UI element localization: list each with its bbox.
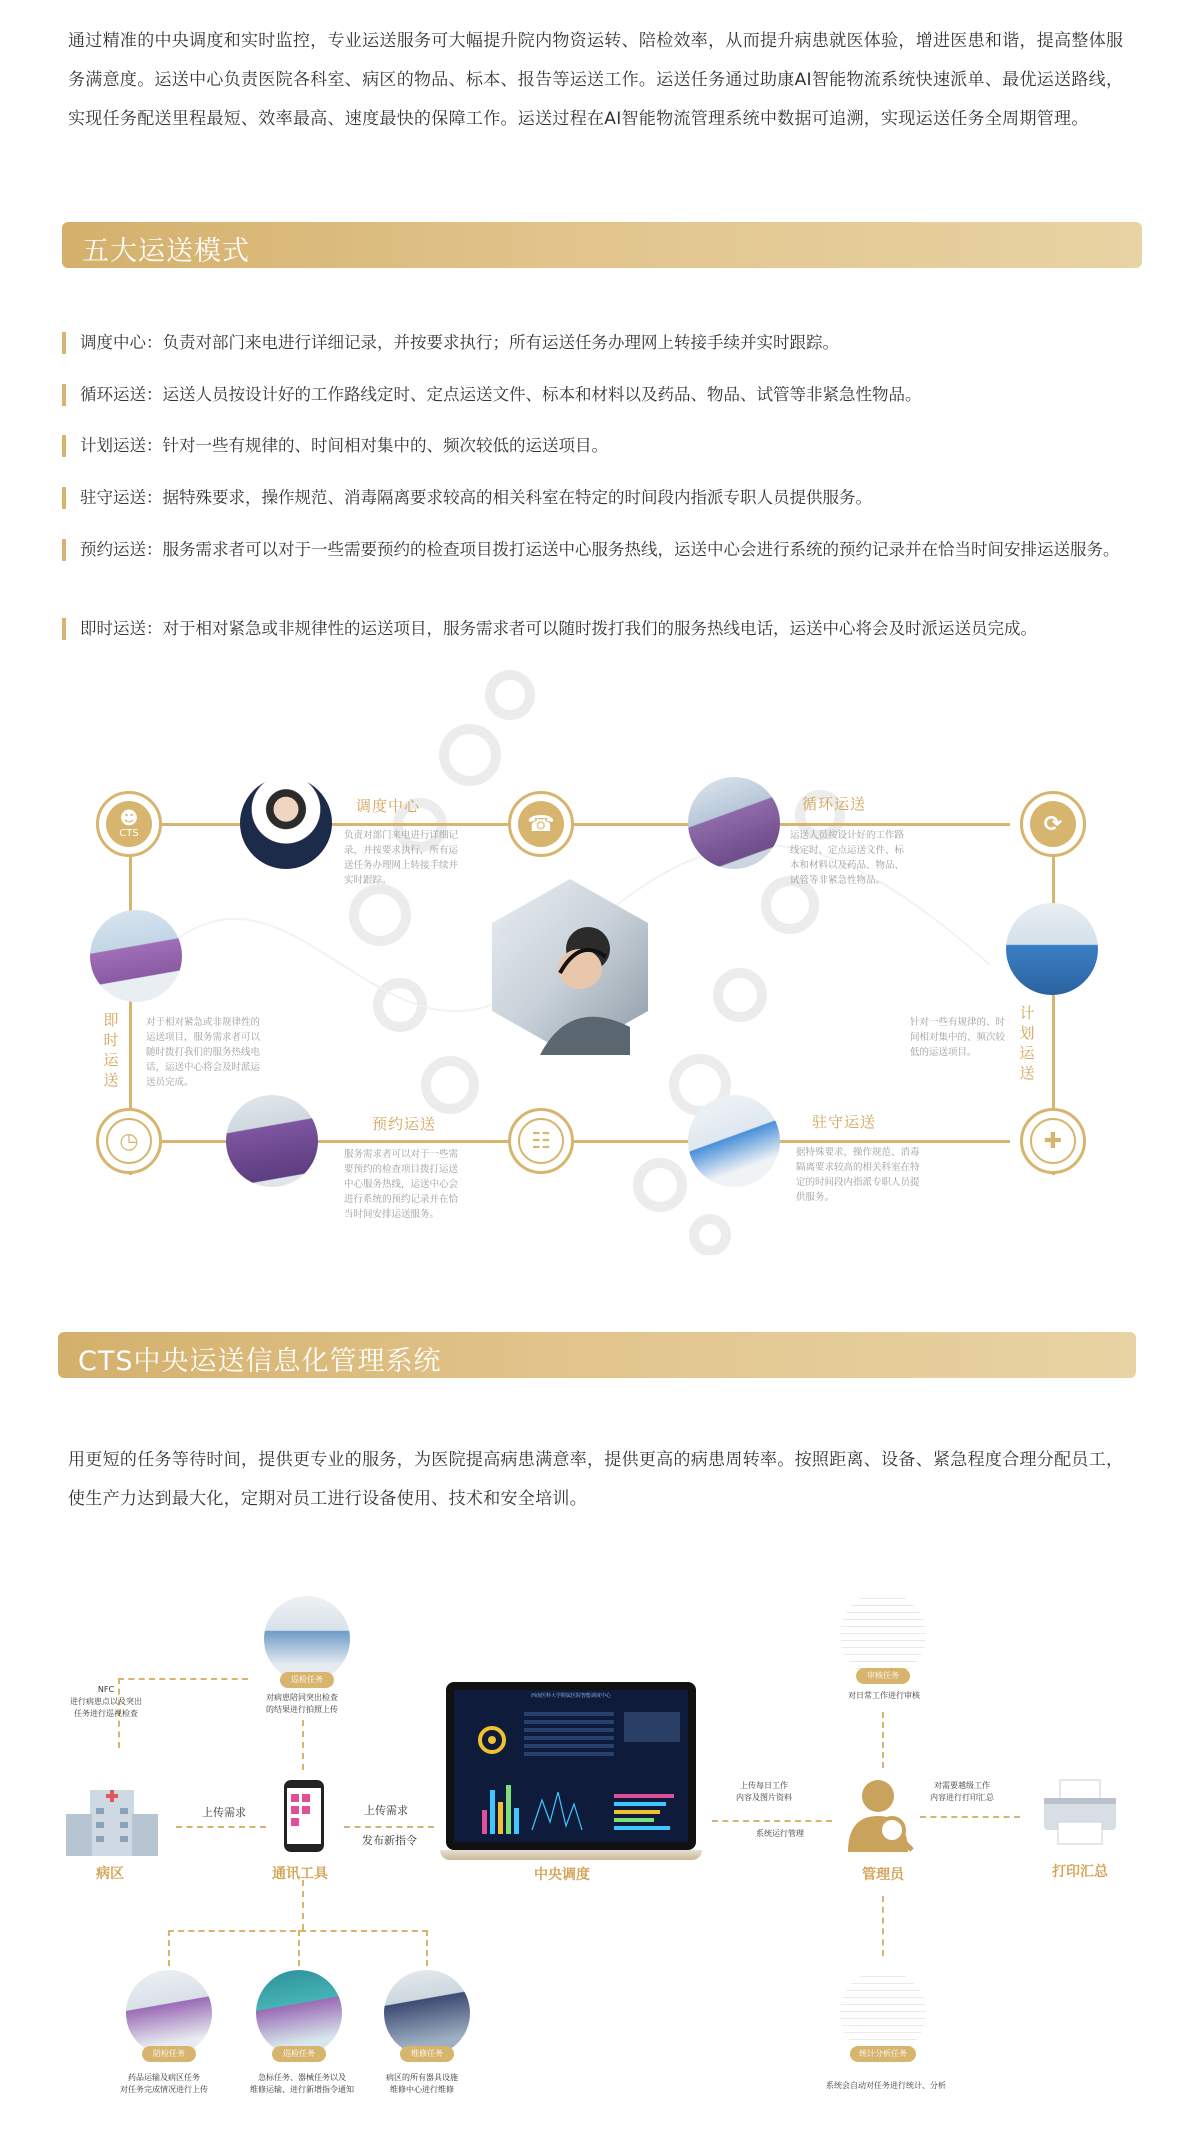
task-photo-3: [384, 1970, 470, 2056]
clock-node: [96, 1108, 162, 1174]
connector-top-left: [160, 823, 540, 826]
photo-loop-transport: [688, 777, 780, 869]
arrow-ward-to-comm: [176, 1826, 266, 1828]
photo-appoint-transport: [226, 1095, 318, 1187]
arrow-comm-to-center: [344, 1826, 434, 1828]
mode-item-loop: 循环运送：运送人员按设计好的工作路线定时、定点运送文件、标本和材料以及药品、物品、试管等非紧急性物品。: [62, 383, 1142, 407]
ward-label: 病区: [96, 1866, 124, 1882]
review-task-tag: 审核任务: [856, 1668, 910, 1684]
mode-item-instant: 即时运送：对于相对紧急或非规律性的运送项目，服务需求者可以随时拨打我们的服务热线电话，运送中心将会及时派运送员完成。: [62, 617, 1142, 641]
appoint-title: 预约运送: [372, 1115, 437, 1133]
photo-dispatcher: [240, 777, 332, 869]
arrow-comm-down: [302, 1880, 304, 1930]
cts-icon: ☻ CTS: [106, 801, 152, 847]
cts-label: CTS: [119, 827, 139, 839]
mode-item-plan: 计划运送：针对一些有规律的、时间相对集中的、频次较低的运送项目。: [62, 434, 1142, 458]
task-photo-1: [126, 1970, 212, 2056]
arrow-branch-2: [298, 1930, 300, 1966]
resident-desc: 据特殊要求，操作规范、消毒隔离要求较高的相关科室在特定的时间段内指派专职人员提供服务。: [796, 1147, 920, 1203]
arrow-patrol-to-comm: [302, 1720, 304, 1770]
resident-title: 驻守运送: [812, 1113, 877, 1131]
mode-item-dispatch: 调度中心：负责对部门来电进行详细记录，并按要求执行；所有运送任务办理网上转接手续并实时跟踪。: [62, 331, 1142, 355]
connector-top-right: [570, 823, 1010, 826]
task-desc-2: 急标任务、器械任务以及 维修运输、进行新增指令通知: [250, 2073, 354, 2094]
review-photo: [840, 1592, 926, 1678]
mode-item-resident: 驻守运送：据特殊要求，操作规范、消毒隔离要求较高的相关科室在特定的时间段内指派专职人员提供服务。: [62, 486, 1142, 510]
intro-paragraph: 通过精准的中央调度和实时监控，专业运送服务可大幅提升院内物资运转、陪检效率，从而提升病患就医体验，增进医患和谐，提高整体服务满意度。运送中心负责医院各科室、病区的物品、标本、报告等运送工作。运送任务通过助康AI智能物流系统快速派单、最优运送路线，实现任务配送里程最短、效率最高、速度最快的保障工作。运送过程在AI智能物流管理系统中数据可追溯，实现运送任务全周期管理。: [68, 31, 1124, 129]
hospital-icon: ✚: [1030, 1118, 1076, 1164]
central-dispatch-label: 中央调度: [534, 1867, 590, 1883]
dispatch-command-label: 发布新指令: [362, 1834, 417, 1847]
admin-upload-label: 上传每日工作 内容及图片资料: [736, 1781, 792, 1802]
laptop-screen: [446, 1682, 696, 1850]
system-run-label: 系统运行管理: [756, 1829, 804, 1838]
review-desc-label: 对日常工作进行审核: [848, 1691, 920, 1700]
arrow-admin-to-stats: [882, 1896, 884, 1956]
task-desc-3: 病区的所有器具设施 维修中心进行维修: [386, 2073, 458, 2094]
stats-task-tag: 统计分析任务: [850, 2046, 916, 2062]
ward-building-icon: [62, 1780, 162, 1860]
print-desc-label: 对需要越级工作 内容进行打印汇总: [930, 1781, 994, 1802]
connector-bottom-right: [570, 1140, 1010, 1143]
clipboard-icon: ☷: [518, 1118, 564, 1164]
admin-label: 管理员: [862, 1867, 904, 1883]
clock-icon: ◷: [106, 1118, 152, 1164]
patrol-desc-label: 对病患陪同突出检查 的结果进行拍照上传: [266, 1693, 338, 1714]
dispatch-title: 调度中心: [356, 797, 421, 815]
section-banner-cts: [58, 1332, 1136, 1378]
plan-desc-visible: 针对一些有规律的、时间相对集中的、频次较低的运送项目。: [910, 1017, 1006, 1058]
hospital-node: [1020, 1108, 1086, 1174]
printer-icon: [1040, 1778, 1120, 1848]
patrol-photo: [264, 1596, 350, 1682]
appoint-desc: 服务需求者可以对于一些需要预约的检查项目拨打运送中心服务热线，运送中心会进行系统的预约记录并在恰当时间安排运送服务。: [344, 1149, 459, 1220]
photo-plan-transport: [1006, 903, 1098, 995]
nfc-label: NFC 进行病患点以及突出 任务进行巡视检查: [70, 1685, 142, 1718]
arrow-admin-to-review: [882, 1712, 884, 1768]
laptop-base: [440, 1850, 702, 1860]
plan-title: 计划运送: [1019, 1004, 1035, 1082]
photo-resident-transport: [688, 1095, 780, 1187]
admin-icon: [846, 1776, 916, 1856]
arrow-nfc-to-patrol: [118, 1678, 248, 1680]
instant-desc: 对于相对紧急或非规律性的运送项目，服务需求者可以随时拨打我们的服务热线电话，运送中心将会及时派运送员完成。: [146, 1017, 261, 1088]
cts-node: [96, 791, 162, 857]
dashboard-panel: [454, 1690, 688, 1842]
instant-title: 即时运送: [103, 1011, 119, 1089]
loop-title: 循环运送: [802, 795, 867, 813]
arrow-branch-1: [168, 1930, 170, 1966]
laptop-dashboard: [440, 1682, 702, 1872]
loop-node: [1020, 791, 1086, 857]
dashboard-title: 西南医科大学附属医院智能调度中心: [530, 1693, 611, 1699]
stats-photo: [840, 1970, 926, 2056]
upload-request-label-1: 上传需求: [202, 1806, 246, 1819]
print-summary-label: 打印汇总: [1052, 1864, 1108, 1880]
arrow-branch-3: [426, 1930, 428, 1966]
comm-tool-label: 通讯工具: [272, 1866, 328, 1882]
task-tag-3: 维修任务: [400, 2046, 454, 2062]
headset-node: [508, 791, 574, 857]
section-title-cts: CTS中央运送信息化管理系统: [78, 1346, 442, 1377]
photo-instant-transport: [90, 910, 182, 1002]
task-tag-1: 陪检任务: [142, 2046, 196, 2062]
loop-icon: ⟳: [1030, 801, 1076, 847]
arrow-admin-to-print: [920, 1816, 1020, 1818]
section-title-modes: 五大运送模式: [82, 236, 250, 267]
center-hexagon-photo: [480, 877, 660, 1057]
cts-description: 用更短的任务等待时间，提供更专业的服务，为医院提高病患满意率，提供更高的病患周转率。按照距离、设备、紧急程度合理分配员工，使生产力达到最大化，定期对员工进行设备使用、技术和安全培训。: [68, 1450, 1124, 1509]
dashboard-charts: [454, 1690, 688, 1842]
cts-flow-diagram: [0, 1580, 1194, 2140]
dispatch-desc: 负责对部门来电进行详细记录，并按要求执行，所有运送任务办理网上转接手续并实时跟踪。: [344, 830, 459, 886]
transport-modes-diagram: [90, 665, 1063, 1255]
task-photo-2: [256, 1970, 342, 2056]
stats-desc-label: 系统会自动对任务进行统计、分析: [826, 2081, 946, 2090]
headset-icon: ☎: [518, 801, 564, 847]
section-banner-modes: [62, 222, 1142, 268]
task-desc-1: 药品运输及病区任务 对任务完成情况进行上传: [120, 2073, 208, 2094]
task-tag-2: 巡检任务: [272, 2046, 326, 2062]
loop-desc: 运送人员按设计好的工作路线定时、定点运送文件、标本和材料以及药品、物品、试管等非紧急性物品。: [790, 830, 905, 886]
arrow-center-to-admin: [712, 1820, 832, 1822]
mode-item-appoint: 预约运送：服务需求者可以对于一些需要预约的检查项目拨打运送中心服务热线，运送中心会进行系统的预约记录并在恰当时间安排运送服务。: [62, 538, 1142, 562]
patrol-task-tag: 巡检任务: [280, 1672, 334, 1688]
phone-icon: [282, 1778, 326, 1854]
upload-request-label-2: 上传需求: [364, 1804, 408, 1817]
clipboard-node: [508, 1108, 574, 1174]
connector-bottom-left: [160, 1140, 540, 1143]
